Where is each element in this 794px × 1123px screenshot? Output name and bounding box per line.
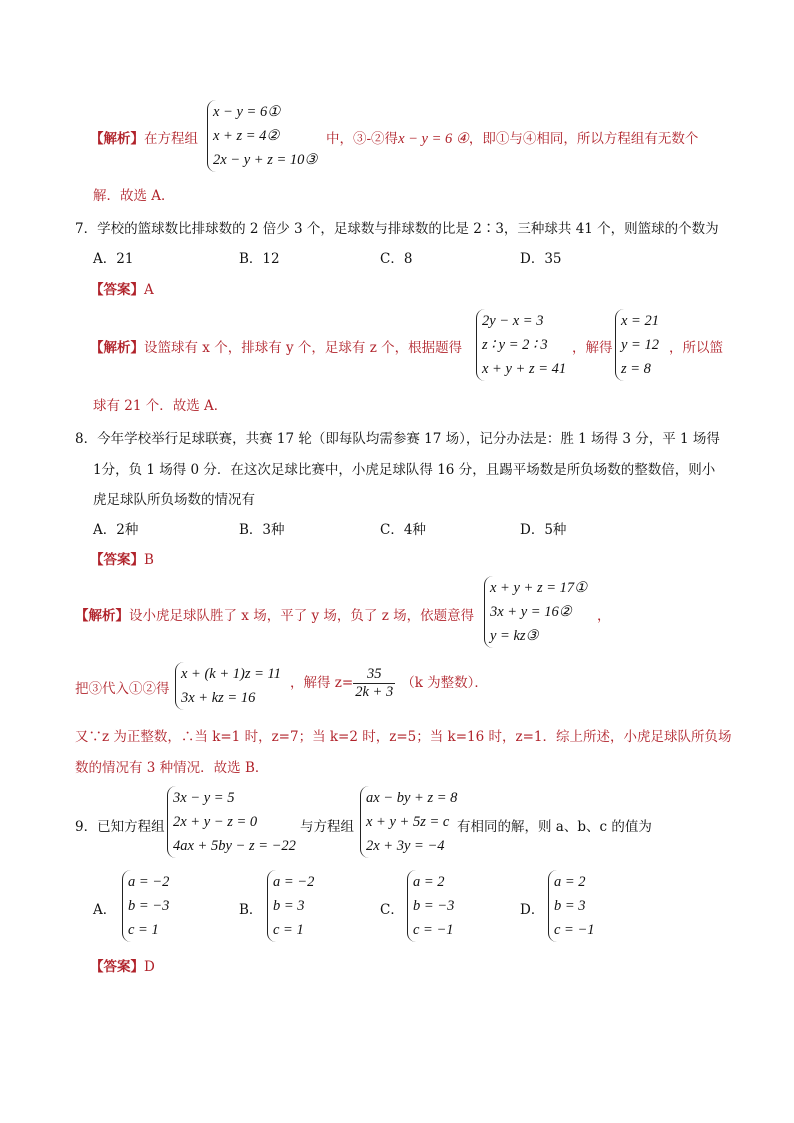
answer-label: 【答案】 — [90, 959, 144, 975]
equation: x + y + z = 41 — [482, 361, 567, 377]
equation: x + z = 4② — [213, 128, 280, 144]
option-value: a = −2 — [273, 874, 315, 890]
question-number: 8． — [75, 431, 98, 447]
q9-system2 — [360, 786, 457, 858]
solution-line: y = 12 — [621, 337, 659, 353]
q8-sub-system — [175, 662, 281, 710]
q9-option-d-label: D． — [520, 902, 545, 918]
q9-option-c-label: C． — [380, 902, 404, 918]
q8-option-b: B．3种 — [239, 522, 285, 538]
q8-question-line3: 虎足球队所负场数的情况有 — [93, 492, 255, 508]
q9-option-d — [548, 870, 595, 942]
q6-system — [207, 100, 317, 172]
answer-value: D — [144, 959, 155, 975]
q6-analysis — [90, 127, 198, 147]
equation: x − y = 6① — [213, 104, 281, 120]
q7-analysis — [90, 336, 462, 356]
option-value: a = 2 — [554, 874, 586, 890]
fraction-numerator: 35 — [353, 666, 395, 684]
q8-option-c: C．4种 — [380, 522, 426, 538]
q8-analysis-line4: 数的情况有 3 种情况．故选 B． — [75, 760, 269, 776]
q6-analysis-line2: 解．故选 A． — [93, 188, 175, 204]
equation: y = kz③ — [490, 628, 539, 644]
fraction-denominator: 2k + 3 — [355, 684, 394, 700]
question-text: 今年学校举行足球联赛，共赛 17 轮（即每队均需参赛 17 场），记分办法是：胜 1 场得 3 分，平 1 场得 — [97, 431, 720, 447]
q8-system-tail: ， — [597, 608, 611, 624]
option-value: c = 1 — [128, 922, 159, 938]
conclusion-text: ，即①与④相同，所以方程组有无数个 — [468, 131, 699, 147]
option-value: c = −1 — [554, 922, 595, 938]
option-value: b = −3 — [413, 898, 455, 914]
q9-question-mid: 与方程组 — [300, 819, 354, 835]
equation: 2x + y − z = 0 — [173, 814, 258, 830]
q9-option-b — [267, 870, 314, 942]
analysis-lead: 在方程组 — [144, 131, 198, 147]
fraction-note: （k 为整数）． — [401, 675, 488, 691]
answer-label: 【答案】 — [90, 282, 144, 298]
equation: 2y − x = 3 — [482, 313, 544, 329]
analysis-label: 【解析】 — [75, 608, 129, 624]
q8-analysis — [75, 604, 474, 624]
equation: 4ax + 5by − z = −22 — [173, 838, 296, 854]
step-equation: x − y = 6 ④ — [398, 131, 469, 147]
q9-question-tail: 有相同的解，则 a、b、c 的值为 — [457, 819, 652, 835]
q9-option-a-label: A． — [93, 902, 117, 918]
q7-option-d: D．35 — [520, 251, 562, 267]
q8-option-a: A．2种 — [93, 522, 139, 538]
q9-option-c — [407, 870, 454, 942]
q8-answer — [90, 548, 154, 568]
question-text: 学校的篮球数比排球数的 2 倍少 3 个，足球数与排球数的比是 2∶3，三种球共 41 个，则篮球的个数为 — [97, 221, 719, 237]
equation: 3x − y = 5 — [173, 790, 235, 806]
option-value: c = −1 — [413, 922, 454, 938]
q6-analysis-cont — [326, 127, 698, 148]
option-value: c = 1 — [273, 922, 304, 938]
step-text: ③-②得 — [353, 131, 399, 147]
solution-line: z = 8 — [621, 361, 651, 377]
q8-analysis-line3: 又∵z 为正整数，∴当 k=1 时，z=7；当 k=2 时，z=5；当 k=16 时，z=1．综上所述，小虎足球队所负场 — [75, 729, 732, 745]
q7-system — [476, 309, 566, 381]
q7-analysis-line2: 球有 21 个．故选 A． — [93, 398, 228, 414]
analysis-text: 设篮球有 x 个，排球有 y 个，足球有 z 个，根据题得 — [144, 340, 463, 356]
solve-text: ，解得 z= — [290, 675, 354, 691]
question-number: 7． — [75, 221, 98, 237]
answer-value: A — [144, 282, 154, 298]
analysis-label: 【解析】 — [90, 340, 144, 356]
option-value: b = 3 — [554, 898, 586, 914]
equation: x + (k + 1)z = 11 — [181, 666, 281, 682]
q8-solve — [290, 666, 488, 701]
analysis-text: 设小虎足球队胜了 x 场，平了 y 场，负了 z 场，依题意得 — [129, 608, 475, 624]
q9-answer — [90, 955, 155, 975]
q7-option-c: C．8 — [380, 251, 413, 267]
question-number: 9． — [75, 819, 98, 835]
question-text: 已知方程组 — [97, 819, 165, 835]
q9-option-b-label: B． — [239, 902, 263, 918]
equation: 2x − y + z = 10③ — [213, 152, 318, 168]
q7-analysis-tail: ，所以篮 — [669, 340, 723, 356]
q9-system1 — [167, 786, 296, 858]
equation: ax − by + z = 8 — [366, 790, 458, 806]
mid-text: 中， — [326, 131, 353, 147]
q9-option-a — [122, 870, 169, 942]
solution-line: x = 21 — [621, 313, 659, 329]
z-fraction — [353, 666, 395, 701]
q8-system — [484, 576, 587, 648]
q7-option-a: A．21 — [93, 251, 134, 267]
answer-label: 【答案】 — [90, 552, 144, 568]
equation: 3x + kz = 16 — [181, 690, 256, 706]
q7-question — [75, 217, 719, 237]
equation: 3x + y = 16② — [490, 604, 572, 620]
option-value: a = 2 — [413, 874, 445, 890]
option-value: a = −2 — [128, 874, 170, 890]
q8-question-line2: 1分，负 1 场得 0 分．在这次足球比赛中，小虎足球队得 16 分，且踢平场数是所负场数的整数倍，则小 — [93, 462, 716, 478]
equation: x + y + z = 17① — [490, 580, 588, 596]
analysis-label: 【解析】 — [90, 131, 144, 147]
option-value: b = −3 — [128, 898, 170, 914]
q9-question-lead — [75, 815, 165, 835]
q7-solve-text: ，解得 — [572, 340, 613, 356]
q8-option-d: D．5种 — [520, 522, 567, 538]
q7-answer — [90, 278, 154, 298]
q7-solution — [615, 309, 659, 381]
q8-substitute-text: 把③代入①②得 — [75, 681, 170, 697]
q7-option-b: B．12 — [239, 251, 280, 267]
equation: z ∶ y = 2 ∶ 3 — [482, 337, 548, 353]
option-value: b = 3 — [273, 898, 305, 914]
q8-question-line1 — [75, 427, 720, 447]
answer-value: B — [144, 552, 154, 568]
equation: x + y + 5z = c — [366, 814, 450, 830]
equation: 2x + 3y = −4 — [366, 838, 445, 854]
